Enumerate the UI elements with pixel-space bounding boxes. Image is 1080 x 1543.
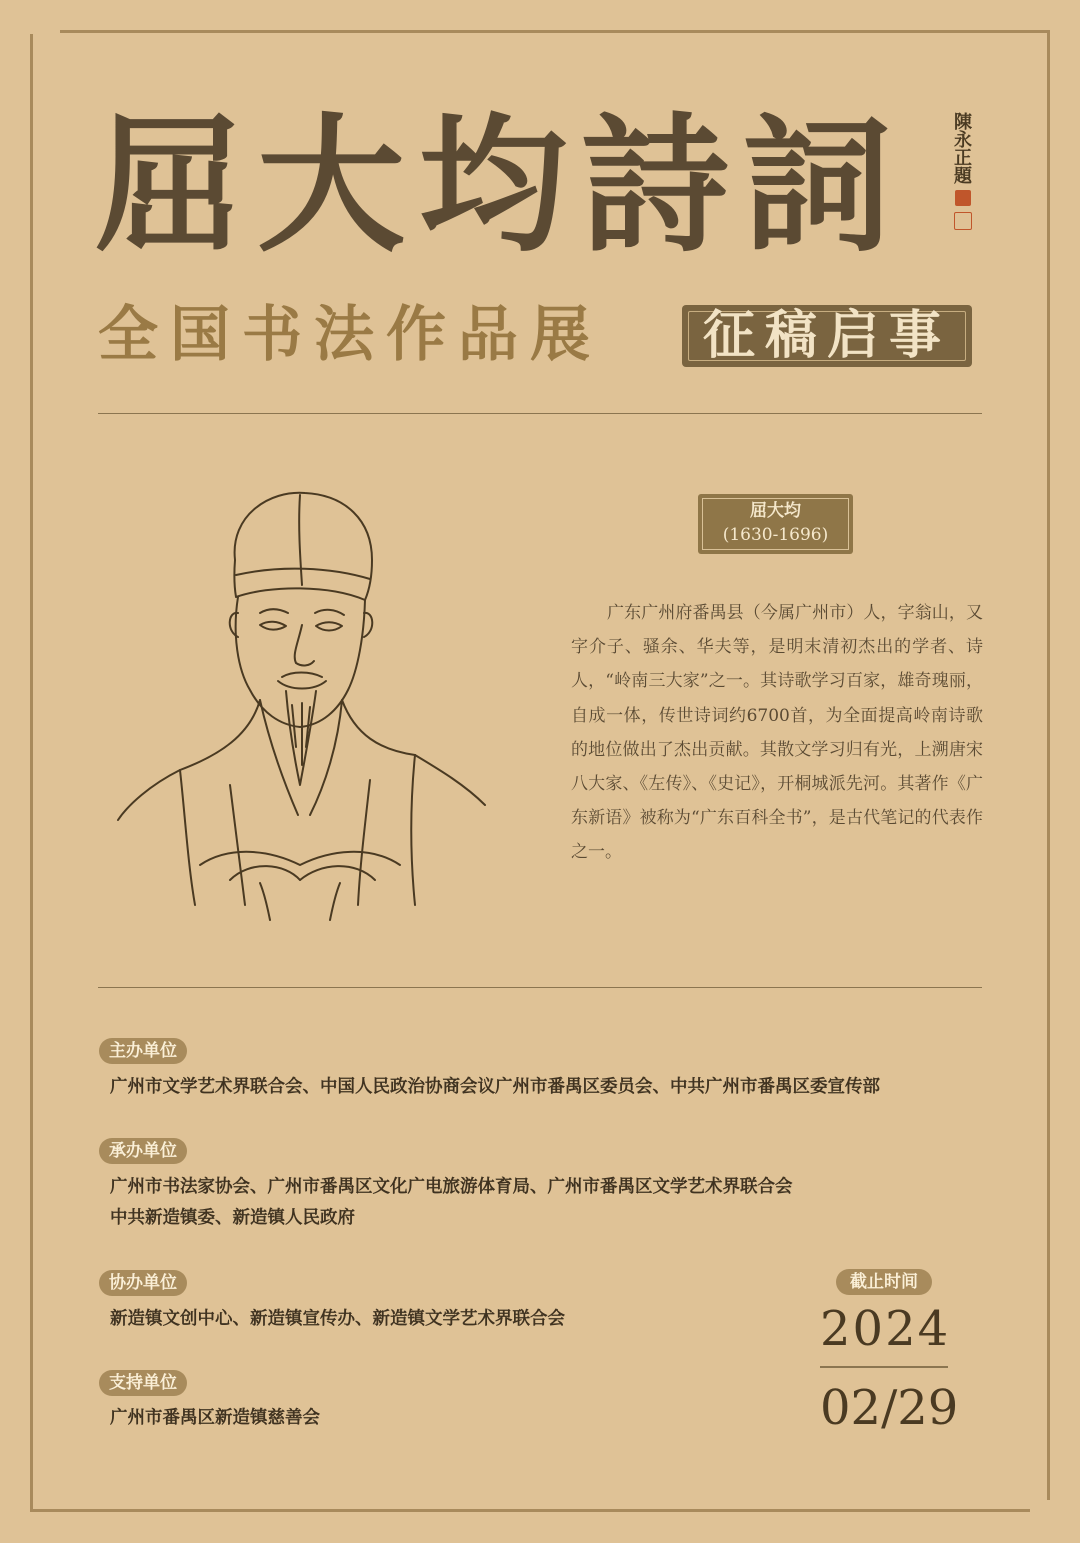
undertaker-label: 承办单位 — [99, 1138, 187, 1164]
poet-lifespan: (1630-1696) — [722, 525, 829, 545]
poet-name-badge — [698, 494, 853, 554]
poet-biography: 广东广州府番禺县（今属广州市）人，字翁山，又字介子、骚余、华夫等，是明末清初杰出的学者、诗人，“岭南三大家”之一。其诗歌学习百家，雄奇瑰丽，自成一体，传世诗词约6700首，为全面提高岭南诗歌的地位做出了杰出贡献。其散文学习归有光，上溯唐宋八大家、《左传》、《史记》，开桐城派先河。其著作《广东新语》被称为“广东百科全书”，是古代笔记的代表作之一。 — [571, 603, 983, 863]
divider-middle — [98, 987, 982, 988]
host-label: 主办单位 — [99, 1038, 187, 1064]
signature-text: 陳永正題 — [951, 112, 972, 184]
divider-top — [98, 413, 982, 414]
deadline-divider — [820, 1366, 948, 1368]
outline-seal-stamp — [954, 212, 972, 230]
co-organizer-label: 协办单位 — [99, 1270, 187, 1296]
poet-name: 屈大均 — [750, 501, 801, 521]
deadline-date: 02/29 — [820, 1380, 959, 1436]
exhibition-subtitle: 全国书法作品展 — [98, 300, 602, 370]
co-organizer-line-1: 新造镇文创中心、新造镇宣传办、新造镇文学艺术界联合会 — [110, 1309, 565, 1329]
undertaker-line-2: 中共新造镇委、新造镇人民政府 — [110, 1208, 355, 1228]
supporter-label: 支持单位 — [99, 1370, 187, 1396]
deadline-label: 截止时间 — [836, 1269, 932, 1295]
deadline-year: 2024 — [820, 1301, 951, 1357]
call-for-entries-badge — [682, 305, 972, 367]
host-line-1: 广州市文学艺术界联合会、中国人民政治协商会议广州市番禺区委员会、中共广州市番禺区委宣传部 — [110, 1077, 880, 1097]
supporter-line-1: 广州市番禺区新造镇慈善会 — [110, 1408, 320, 1428]
frame-gap-top-left — [28, 28, 60, 34]
frame-gap-bottom-right — [1030, 1500, 1054, 1516]
undertaker-line-1: 广州市书法家协会、广州市番禺区文化广电旅游体育局、广州市番禺区文学艺术界联合会 — [110, 1177, 793, 1197]
main-title: 屈大均詩詞 — [95, 98, 905, 272]
call-for-entries-label: 征稿启事 — [702, 306, 951, 366]
poet-portrait-illustration — [110, 485, 490, 925]
red-seal-stamp — [955, 190, 971, 206]
calligrapher-signature — [948, 112, 978, 262]
